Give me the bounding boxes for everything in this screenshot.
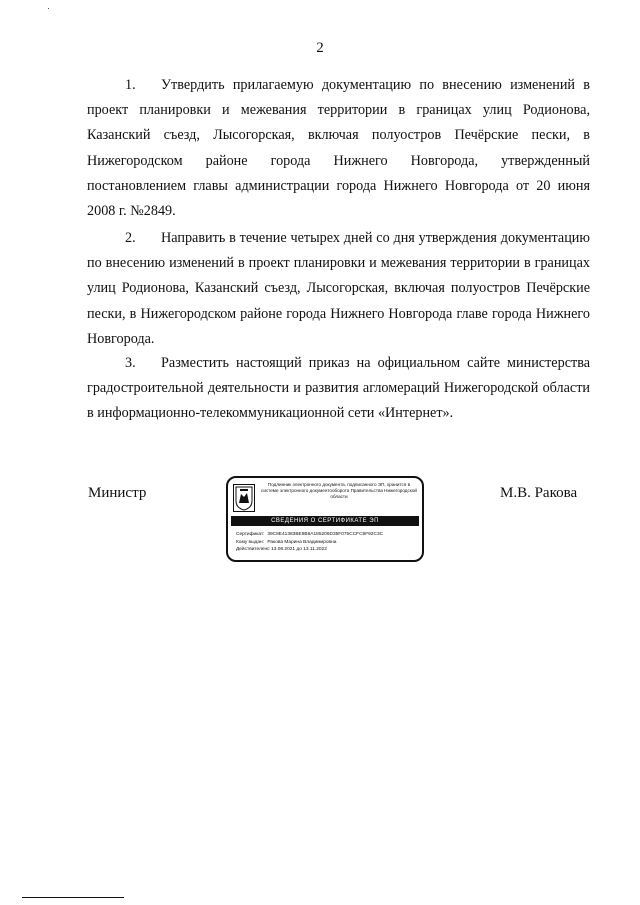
coat-of-arms-icon (233, 484, 255, 512)
issued-to-label: Кому выдан: (236, 539, 264, 545)
stamp-valid-row (236, 546, 422, 554)
stamp-header: СВЕДЕНИЯ О СЕРТИФИКАТЕ ЭП (231, 516, 419, 526)
paragraph-item-3 (87, 351, 590, 427)
item-number: 2. (125, 230, 136, 246)
valid-value: с 13.08.2021 до 13.11.2022 (267, 547, 327, 552)
certificate-value: 39C8E41383BE9B6A185206D35F075CCFC9F92C3C (267, 532, 384, 537)
item-text: Утвердить прилагаемую документацию по внесению изменений в проект планировки и межевания территории в границах улиц Родионова, Казанский съезд, Лысогорская, включая полуостров Печёрские пески, в Нижегородском районе города Нижнего Новгорода, утвержденный постановлением главы администрации города Нижнего Новгорода от 20 июня 2008 г. №2849. (87, 77, 590, 220)
paragraph-item-1 (87, 73, 590, 224)
item-text: Разместить настоящий приказ на официальном сайте министерства градостроительной деятельности и развития агломераций Нижегородской области в информационно-телекоммуникационной сети «Интернет». (87, 355, 590, 422)
stamp-top (233, 482, 419, 516)
electronic-signature-stamp (226, 476, 424, 562)
stamp-issued-to-row (236, 539, 422, 547)
valid-label: Действителен: (236, 547, 269, 552)
issued-to-value: Ракова Марина Владимировна (267, 539, 337, 545)
item-text: Направить в течение четырех дней со дня утверждения документацию по внесению изменений в проект планировки и межевания территории в границах улиц Родионова, Казанский съезд, Лысогорская, включая полуостров Печёрские пески, в Нижегородском районе города Нижнего Новгорода главе города Нижнего Новгорода. (87, 230, 590, 347)
certificate-label: Сертификат: (236, 532, 265, 537)
scan-speck (48, 8, 49, 9)
item-number: 1. (125, 77, 136, 93)
paragraph-item-2 (87, 226, 590, 352)
stamp-certificate-row (236, 531, 422, 539)
signer-title: Министр (88, 485, 147, 501)
stamp-notice: Подлинник электронного документа, подписанного ЭП, хранится в системе электронного документооборота Правительства Нижегородской области (261, 482, 417, 499)
page-number: 2 (316, 40, 324, 56)
footnote-separator (22, 897, 124, 898)
stamp-details (236, 531, 422, 554)
item-number: 3. (125, 355, 136, 371)
signer-name: М.В. Ракова (500, 485, 578, 501)
